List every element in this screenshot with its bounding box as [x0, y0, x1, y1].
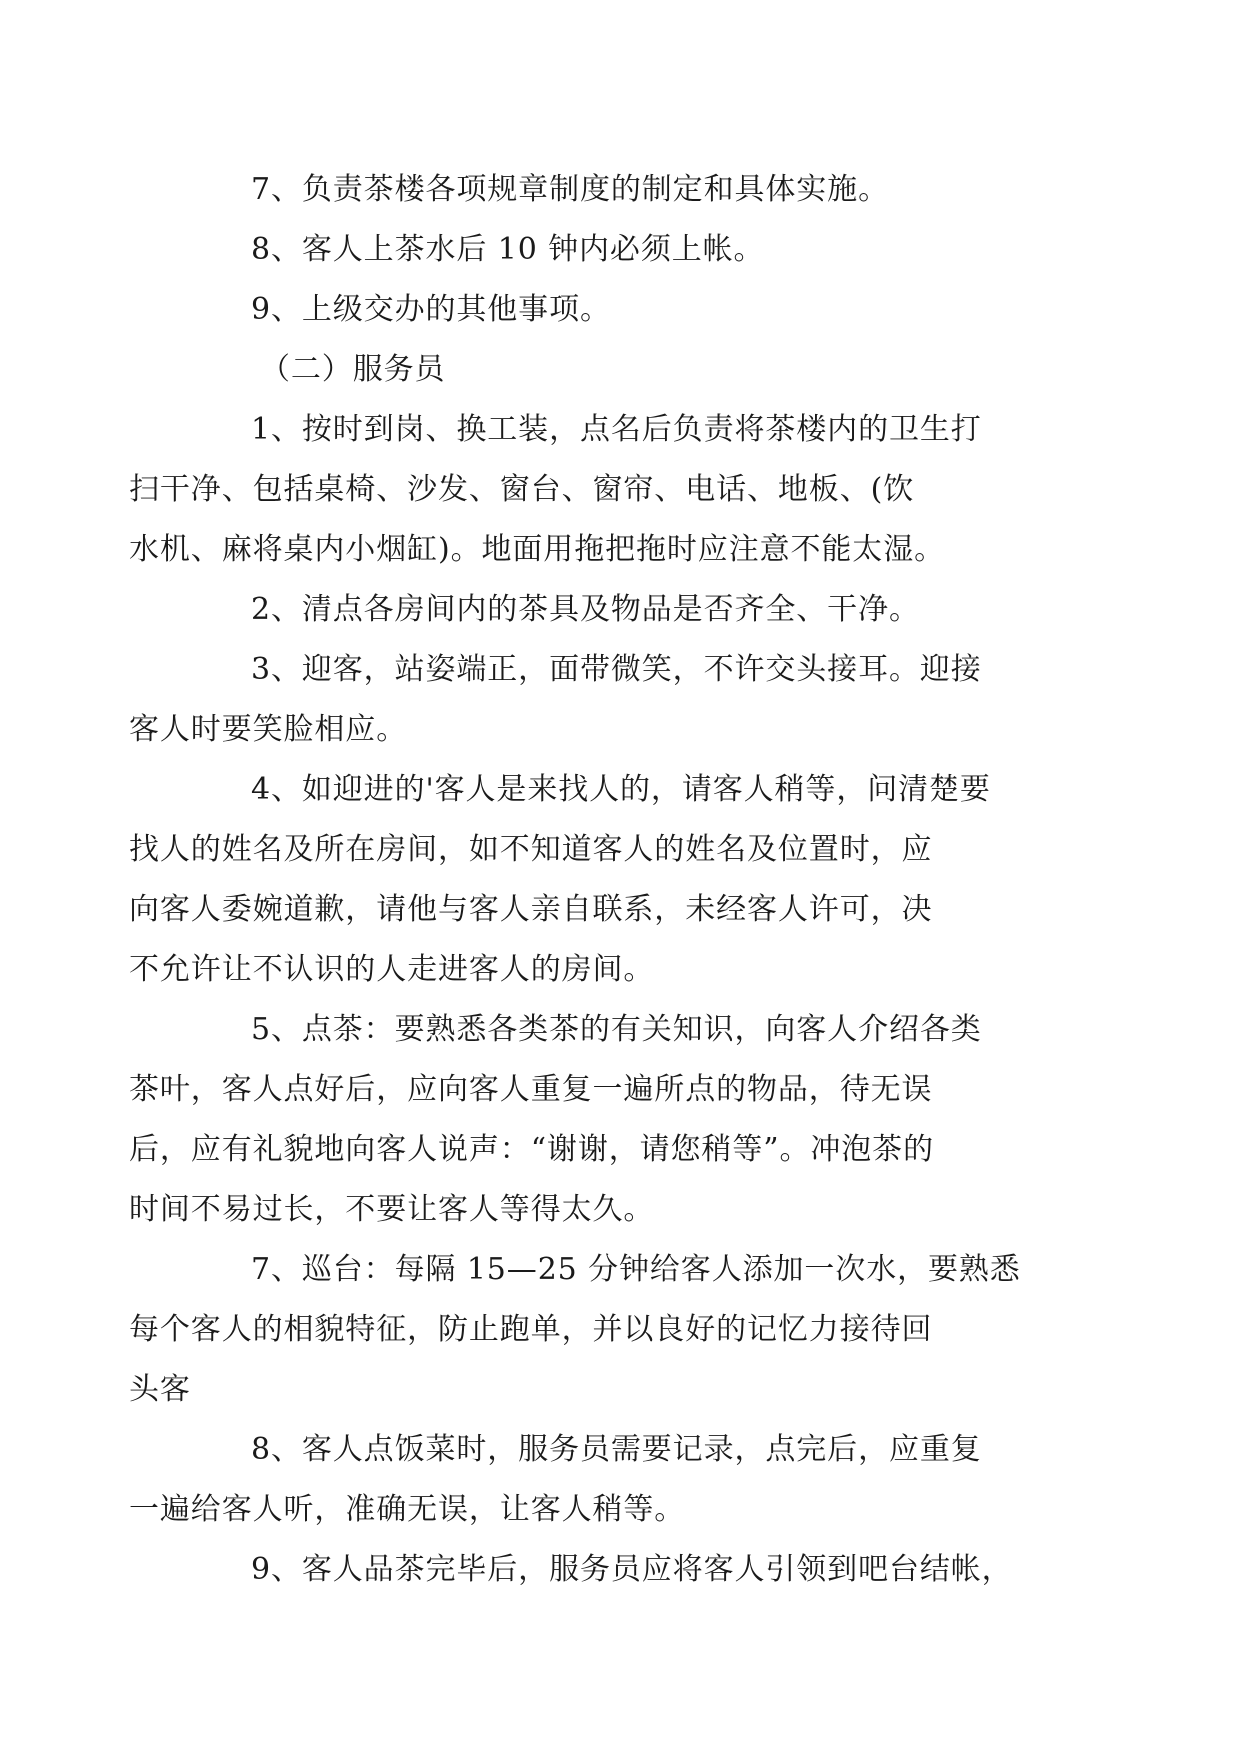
text-line: 3、迎客，站姿端正，面带微笑，不许交头接耳。迎接 — [251, 652, 982, 687]
text-line: 一遍给客人听，准确无误，让客人稍等。 — [129, 1492, 686, 1527]
text-line: 客人时要笑脸相应。 — [129, 712, 408, 747]
text-line: 2、清点各房间内的茶具及物品是否齐全、干净。 — [251, 592, 920, 627]
text-line: 9、客人品茶完毕后，服务员应将客人引领到吧台结帐， — [251, 1552, 1013, 1587]
document-body — [129, 160, 1070, 1600]
text-line: 8、客人点饭菜时，服务员需要记录，点完后，应重复 — [251, 1432, 982, 1467]
paragraph-item-3-greeting — [129, 640, 1070, 760]
paragraph-item-8-billing — [190, 220, 1070, 280]
text-line: 时间不易过长，不要让客人等得太久。 — [129, 1192, 655, 1227]
paragraph-item-1-cleaning — [129, 400, 1070, 580]
paragraph-item-4-visitors — [129, 760, 1070, 1000]
paragraph-item-7-patrol — [129, 1240, 1070, 1420]
text-line: 不允许让不认识的人走进客人的房间。 — [129, 952, 655, 987]
text-line: 向客人委婉道歉，请他与客人亲自联系，未经客人许可，决 — [129, 892, 933, 927]
paragraph-item-2-inventory — [190, 580, 1070, 640]
text-line: 每个客人的相貌特征，防止跑单，并以良好的记忆力接待回 — [129, 1312, 933, 1347]
text-line: 7、负责茶楼各项规章制度的制定和具体实施。 — [251, 172, 889, 207]
text-line: 扫干净、包括桌椅、沙发、窗台、窗帘、电话、地板、(饮 — [129, 472, 915, 507]
text-line: 水机、麻将桌内小烟缸)。地面用拖把拖时应注意不能太湿。 — [129, 532, 946, 567]
section-heading-waiter — [190, 340, 1070, 400]
text-line: 9、上级交办的其他事项。 — [251, 292, 611, 327]
paragraph-item-8-meal-order — [129, 1420, 1070, 1540]
text-line: 找人的姓名及所在房间，如不知道客人的姓名及位置时，应 — [129, 832, 933, 867]
text-line: 4、如迎进的'客人是来找人的，请客人稍等，问清楚要 — [251, 772, 991, 807]
text-line: 茶叶，客人点好后，应向客人重复一遍所点的物品，待无误 — [129, 1072, 933, 1107]
paragraph-item-7-rules — [190, 160, 1070, 220]
text-line: 头客 — [129, 1372, 191, 1407]
paragraph-item-9-checkout — [190, 1540, 1070, 1600]
text-line: 5、点茶：要熟悉各类茶的有关知识，向客人介绍各类 — [251, 1012, 982, 1047]
paragraph-item-9-other — [190, 280, 1070, 340]
text-line: 后，应有礼貌地向客人说声：“谢谢，请您稍等”。冲泡茶的 — [129, 1132, 934, 1167]
paragraph-item-5-ordering-tea — [129, 1000, 1070, 1240]
text-line: 1、按时到岗、换工装，点名后负责将茶楼内的卫生打 — [251, 412, 982, 447]
heading-text: （二）服务员 — [260, 352, 446, 387]
text-line: 7、巡台：每隔 15—25 分钟给客人添加一次水，要熟悉 — [251, 1252, 1021, 1287]
text-line: 8、客人上茶水后 10 钟内必须上帐。 — [251, 232, 765, 267]
